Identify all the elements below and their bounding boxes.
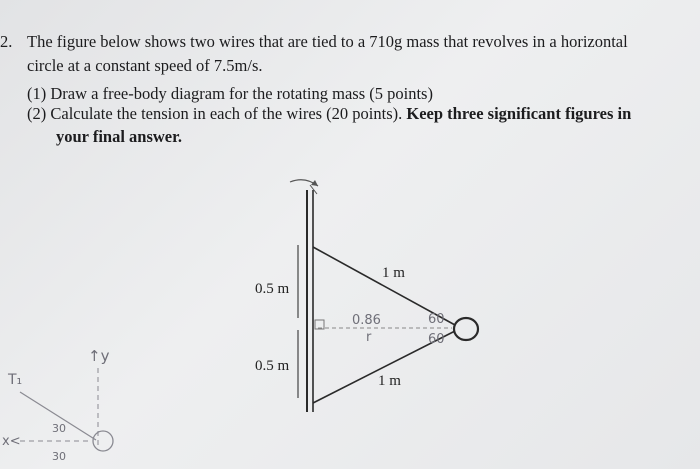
fbd-mass [93, 431, 113, 451]
question-part-1: (1) Draw a free-body diagram for the rotating mass (5 points) [27, 84, 433, 103]
handwritten-y-axis: ↑y [88, 347, 110, 365]
handwritten-r: r [366, 330, 372, 345]
handwritten-fbd-angle-lower: 30 [52, 450, 66, 463]
question-number: 2. [0, 32, 13, 51]
label-top-wire: 1 m [382, 265, 405, 281]
handwritten-angle-upper: 60 [428, 312, 445, 327]
question-line-1: The figure below shows two wires that are tied to a 710g mass that revolves in a horizontal [27, 32, 628, 51]
label-bottom-vertical: 0.5 m [255, 358, 290, 374]
label-bottom-wire: 1 m [378, 373, 401, 389]
handwritten-tension: T₁ [8, 372, 23, 388]
question-part-2-bold-cont: your final answer. [56, 127, 183, 146]
question-part-2-bold: Keep three significant figures in [406, 104, 632, 123]
handwritten-radius: 0.86 [352, 313, 381, 328]
handwritten-x-axis: x< [2, 434, 21, 449]
question-line-2: circle at a constant speed of 7.5m/s. [27, 56, 263, 75]
label-top-vertical: 0.5 m [255, 281, 290, 297]
rotation-arrowhead [311, 180, 318, 186]
handwritten-fbd-angle-upper: 30 [52, 422, 66, 435]
question-part-2-plain: (2) Calculate the tension in each of the wires (20 points). [27, 104, 403, 123]
revolving-mass [454, 318, 478, 340]
handwritten-angle-lower: 60 [428, 332, 445, 347]
